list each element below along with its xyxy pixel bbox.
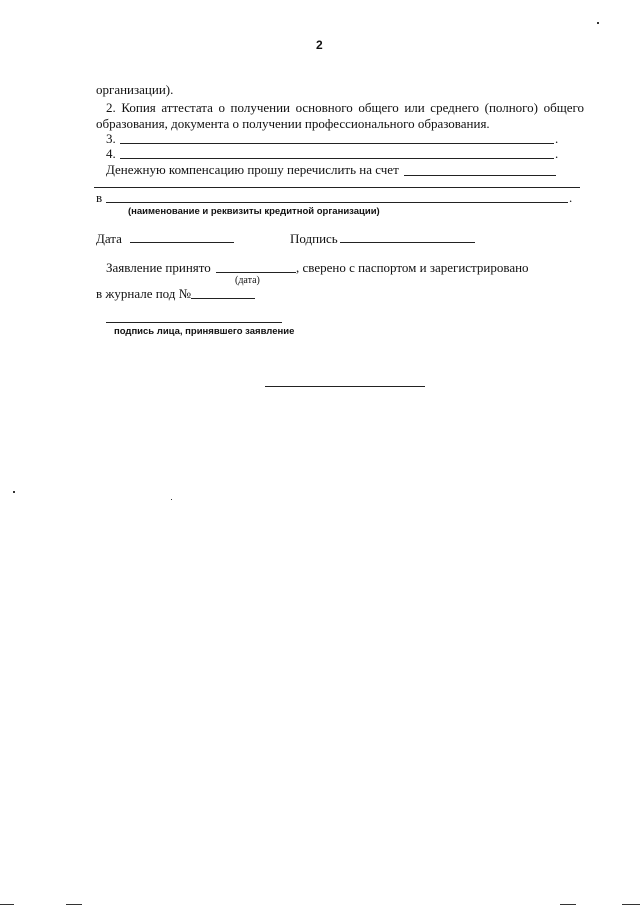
- receiver-signature-line: [106, 322, 282, 323]
- scan-speck: [171, 499, 172, 500]
- bank-caption: (наименование и реквизиты кредитной организации): [128, 206, 380, 217]
- signature-blank-line: [340, 242, 475, 243]
- receiver-caption: подпись лица, принявшего заявление: [114, 326, 295, 337]
- item-4-end: .: [555, 146, 559, 161]
- scan-speck: [13, 491, 15, 493]
- account-continuation-line: [94, 187, 580, 188]
- date-caption: (дата): [235, 275, 260, 286]
- item-3-blank-line: [120, 143, 554, 144]
- item-4-label: 4.: [106, 146, 116, 161]
- item-3-end: .: [555, 131, 559, 146]
- accepted-label: Заявление принято: [106, 260, 211, 275]
- account-blank-line: [404, 175, 556, 176]
- page-number: 2: [316, 38, 323, 52]
- signature-label: Подпись: [290, 231, 338, 246]
- item-3-label: 3.: [106, 131, 116, 146]
- continuation-text: организации).: [96, 82, 174, 97]
- item-4-blank-line: [120, 158, 554, 159]
- journal-number-blank-line: [191, 298, 255, 299]
- bank-blank-line: [106, 202, 568, 203]
- journal-label: в журнале под №: [96, 286, 192, 301]
- verified-text: , сверено с паспортом и зарегистрировано: [296, 260, 529, 275]
- date-label: Дата: [96, 231, 122, 246]
- accepted-date-blank-line: [216, 272, 296, 273]
- item-2-line-2: образования, документа о получении профессионального образования.: [96, 116, 490, 131]
- bank-prefix: в: [96, 190, 103, 205]
- closing-rule: [265, 386, 425, 387]
- scan-speck: [597, 22, 599, 24]
- bank-end: .: [569, 190, 573, 205]
- compensation-text: Денежную компенсацию прошу перечислить на счет: [106, 162, 399, 177]
- item-2-line-1: 2. Копия аттестата о получении основного общего или среднего (полного) общего: [106, 100, 584, 115]
- date-blank-line: [130, 242, 234, 243]
